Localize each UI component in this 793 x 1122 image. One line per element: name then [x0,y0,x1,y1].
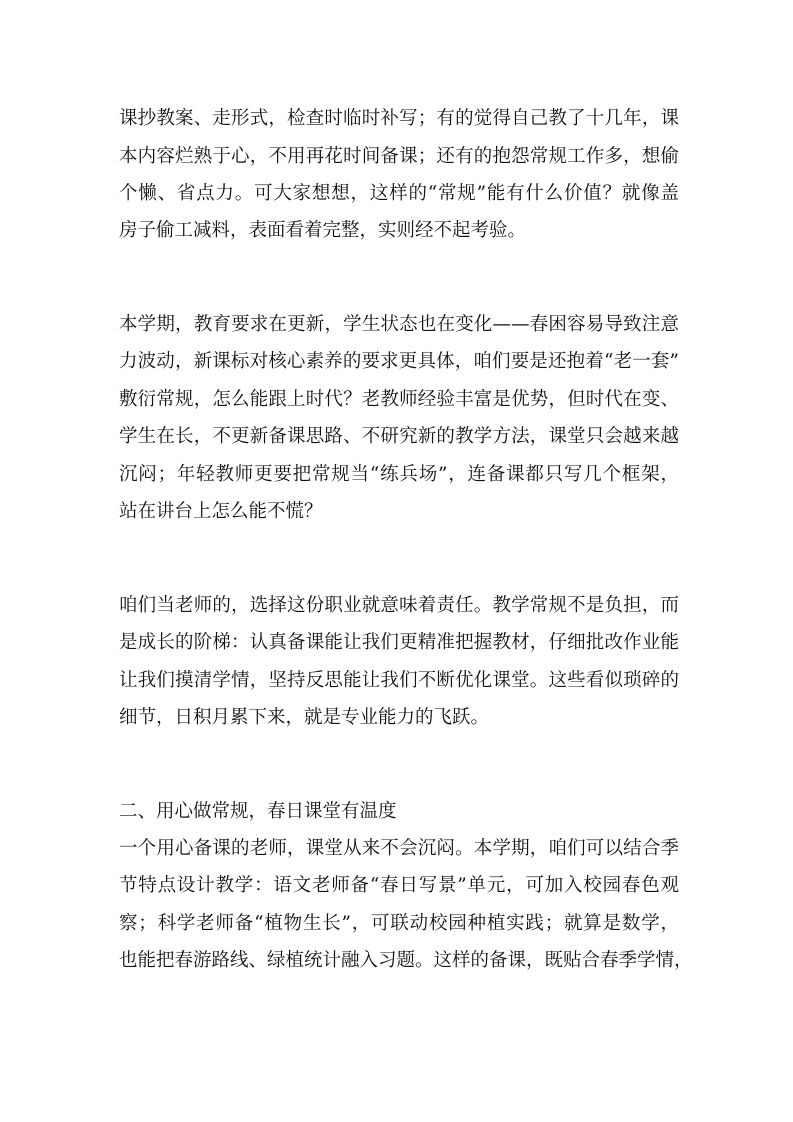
paragraph-2-line-3: 敷衍常规，怎么能跟上时代？老教师经验丰富是优势，但时代在变、 [119,389,679,410]
paragraph-4-line-1: 一个用心备课的老师，课堂从来不会沉闷。本学期，咱们可以结合季 [119,838,679,859]
paragraph-3-line-4: 细节，日积月累下来，就是专业能力的飞跃。 [119,707,490,728]
paragraph-1-line-1: 课抄教案、走形式，检查时临时补写；有的觉得自己教了十几年，课 [119,108,679,129]
paragraph-2-line-6: 站在讲台上怎么能不慌？ [119,501,323,522]
paragraph-3-line-3: 让我们摸清学情，坚持反思能让我们不断优化课堂。这些看似琐碎的 [119,670,679,691]
paragraph-1-line-3: 个懒、省点力。可大家想想，这样的“常规”能有什么价值？就像盖 [119,183,679,204]
paragraph-1-line-4: 房子偷工减料，表面看着完整，实则经不起考验。 [119,220,527,241]
paragraph-2-line-5: 沉闷；年轻教师更要把常规当“练兵场”，连备课都只写几个框架， [119,464,679,485]
paragraph-3-line-2: 是成长的阶梯：认真备课能让我们更精准把握教材，仔细批改作业能 [119,632,679,653]
section-heading: 二、用心做常规，春日课堂有温度 [119,801,397,822]
paragraph-2-line-2: 力波动，新课标对核心素养的要求更具体，咱们要是还抱着“老一套” [119,351,679,372]
paragraph-3-line-1: 咱们当老师的，选择这份职业就意味着责任。教学常规不是负担，而 [119,595,679,616]
paragraph-2-line-4: 学生在长，不更新备课思路、不研究新的教学方法，课堂只会越来越 [119,426,679,447]
paragraph-2-line-1: 本学期，教育要求在更新，学生状态也在变化——春困容易导致注意 [119,314,679,335]
paragraph-4-line-2: 节特点设计教学：语文老师备“春日写景”单元，可加入校园春色观 [119,875,679,896]
paragraph-4-line-4: 也能把春游路线、绿植统计融入习题。这样的备课，既贴合春季学情， [119,950,693,971]
paragraph-1-line-2: 本内容烂熟于心，不用再花时间备课；还有的抱怨常规工作多，想偷 [119,146,679,167]
paragraph-4-line-3: 察；科学老师备“植物生长”，可联动校园种植实践；就算是数学， [119,913,679,934]
